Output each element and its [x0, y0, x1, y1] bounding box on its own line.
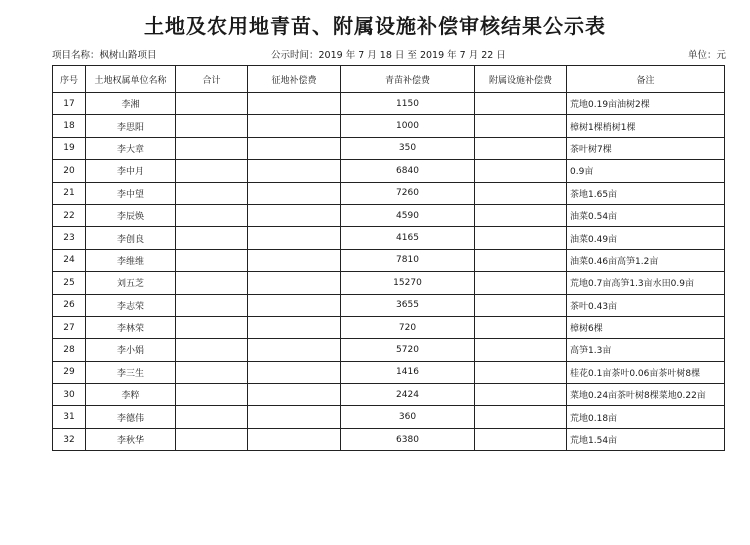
table-row [53, 294, 725, 316]
table-row [53, 272, 725, 294]
owner-name: 李湘 [86, 93, 176, 115]
row-number: 18 [53, 115, 86, 137]
table-row [53, 93, 725, 115]
crop-fee-cell: 2424 [341, 384, 475, 406]
row-number: 22 [53, 204, 86, 226]
land-fee-cell [248, 227, 341, 249]
remark-cell: 荒地1.54亩 [567, 428, 725, 450]
total-cell [176, 294, 248, 316]
header-total: 合计 [176, 66, 248, 93]
crop-fee-cell: 5720 [341, 339, 475, 361]
total-cell [176, 384, 248, 406]
crop-fee-cell: 1000 [341, 115, 475, 137]
crop-fee-cell: 15270 [341, 272, 475, 294]
remark-cell: 茶叶0.43亩 [567, 294, 725, 316]
crop-fee-cell: 6380 [341, 428, 475, 450]
crop-fee-cell: 7810 [341, 249, 475, 271]
page-title: 土地及农用地青苗、附属设施补偿审核结果公示表 [144, 14, 606, 38]
total-cell [176, 406, 248, 428]
total-cell [176, 93, 248, 115]
remark-cell: 荒地0.18亩 [567, 406, 725, 428]
facility-fee-cell [475, 272, 567, 294]
header-seq: 序号 [53, 66, 86, 93]
facility-fee-cell [475, 294, 567, 316]
land-fee-cell [248, 361, 341, 383]
land-fee-cell [248, 384, 341, 406]
land-fee-cell [248, 115, 341, 137]
total-cell [176, 339, 248, 361]
total-cell [176, 227, 248, 249]
row-number: 23 [53, 227, 86, 249]
land-fee-cell [248, 272, 341, 294]
crop-fee-cell: 350 [341, 137, 475, 159]
owner-name: 李维维 [86, 249, 176, 271]
owner-name: 李中望 [86, 182, 176, 204]
header-remark: 备注 [567, 66, 725, 93]
remark-cell: 高笋1.3亩 [567, 339, 725, 361]
crop-fee-cell: 720 [341, 316, 475, 338]
facility-fee-cell [475, 204, 567, 226]
row-number: 24 [53, 249, 86, 271]
project-name: 项目名称：枫树山路项目 [52, 50, 157, 61]
land-fee-cell [248, 137, 341, 159]
table-row [53, 160, 725, 182]
table-row [53, 204, 725, 226]
facility-fee-cell [475, 160, 567, 182]
facility-fee-cell [475, 384, 567, 406]
facility-fee-cell [475, 182, 567, 204]
crop-fee-cell: 3655 [341, 294, 475, 316]
row-number: 25 [53, 272, 86, 294]
crop-fee-cell: 4590 [341, 204, 475, 226]
row-number: 29 [53, 361, 86, 383]
owner-name: 李创良 [86, 227, 176, 249]
row-number: 31 [53, 406, 86, 428]
crop-fee-cell: 6840 [341, 160, 475, 182]
table-row [53, 384, 725, 406]
total-cell [176, 137, 248, 159]
facility-fee-cell [475, 249, 567, 271]
facility-fee-cell [475, 227, 567, 249]
total-cell [176, 249, 248, 271]
land-fee-cell [248, 93, 341, 115]
table-row [53, 115, 725, 137]
remark-cell: 油菜0.49亩 [567, 227, 725, 249]
facility-fee-cell [475, 93, 567, 115]
row-number: 28 [53, 339, 86, 361]
owner-name: 李德伟 [86, 406, 176, 428]
row-number: 17 [53, 93, 86, 115]
owner-name: 李秋华 [86, 428, 176, 450]
facility-fee-cell [475, 115, 567, 137]
owner-name: 李林荣 [86, 316, 176, 338]
header-crop-fee: 青苗补偿费 [341, 66, 475, 93]
owner-name: 李三生 [86, 361, 176, 383]
row-number: 26 [53, 294, 86, 316]
header-owner: 土地权属单位名称 [86, 66, 176, 93]
crop-fee-cell: 360 [341, 406, 475, 428]
facility-fee-cell [475, 406, 567, 428]
remark-cell: 荒地0.7亩高笋1.3亩水田0.9亩 [567, 272, 725, 294]
table-row [53, 361, 725, 383]
total-cell [176, 361, 248, 383]
land-fee-cell [248, 294, 341, 316]
table-row [53, 316, 725, 338]
header-row [53, 66, 725, 93]
owner-name: 李小娟 [86, 339, 176, 361]
owner-name: 李中月 [86, 160, 176, 182]
row-number: 20 [53, 160, 86, 182]
facility-fee-cell [475, 361, 567, 383]
table-row [53, 227, 725, 249]
row-number: 21 [53, 182, 86, 204]
remark-cell: 油菜0.46亩高笋1.2亩 [567, 249, 725, 271]
total-cell [176, 182, 248, 204]
table-row [53, 406, 725, 428]
land-fee-cell [248, 428, 341, 450]
remark-cell: 油菜0.54亩 [567, 204, 725, 226]
table-row [53, 182, 725, 204]
land-fee-cell [248, 339, 341, 361]
remark-cell: 荒地0.19亩油树2棵 [567, 93, 725, 115]
owner-name: 李志荣 [86, 294, 176, 316]
table-row [53, 137, 725, 159]
unit-label: 单位：元 [688, 50, 727, 61]
compensation-table [52, 65, 725, 451]
owner-name: 李思阳 [86, 115, 176, 137]
row-number: 32 [53, 428, 86, 450]
remark-cell: 茶地1.65亩 [567, 182, 725, 204]
total-cell [176, 316, 248, 338]
facility-fee-cell [475, 428, 567, 450]
row-number: 30 [53, 384, 86, 406]
land-fee-cell [248, 406, 341, 428]
header-facility-fee: 附属设施补偿费 [475, 66, 567, 93]
remark-cell: 0.9亩 [567, 160, 725, 182]
header-land-fee: 征地补偿费 [248, 66, 341, 93]
crop-fee-cell: 4165 [341, 227, 475, 249]
owner-name: 李粹 [86, 384, 176, 406]
facility-fee-cell [475, 137, 567, 159]
table-row [53, 339, 725, 361]
row-number: 27 [53, 316, 86, 338]
owner-name: 李辰焕 [86, 204, 176, 226]
owner-name: 李大章 [86, 137, 176, 159]
land-fee-cell [248, 249, 341, 271]
land-fee-cell [248, 316, 341, 338]
crop-fee-cell: 1150 [341, 93, 475, 115]
total-cell [176, 160, 248, 182]
facility-fee-cell [475, 316, 567, 338]
total-cell [176, 115, 248, 137]
land-fee-cell [248, 182, 341, 204]
table-row [53, 428, 725, 450]
land-fee-cell [248, 160, 341, 182]
table-row [53, 249, 725, 271]
land-fee-cell [248, 204, 341, 226]
facility-fee-cell [475, 339, 567, 361]
remark-cell: 菜地0.24亩茶叶树8棵菜地0.22亩 [567, 384, 725, 406]
crop-fee-cell: 1416 [341, 361, 475, 383]
total-cell [176, 272, 248, 294]
remark-cell: 樟树6棵 [567, 316, 725, 338]
owner-name: 刘五芝 [86, 272, 176, 294]
remark-cell: 桂花0.1亩茶叶0.06亩茶叶树8棵 [567, 361, 725, 383]
remark-cell: 茶叶树7棵 [567, 137, 725, 159]
crop-fee-cell: 7260 [341, 182, 475, 204]
notice-period: 公示时间：2019 年 7 月 18 日 至 2019 年 7 月 22 日 [271, 50, 506, 61]
total-cell [176, 428, 248, 450]
total-cell [176, 204, 248, 226]
remark-cell: 樟树1棵梢树1棵 [567, 115, 725, 137]
row-number: 19 [53, 137, 86, 159]
